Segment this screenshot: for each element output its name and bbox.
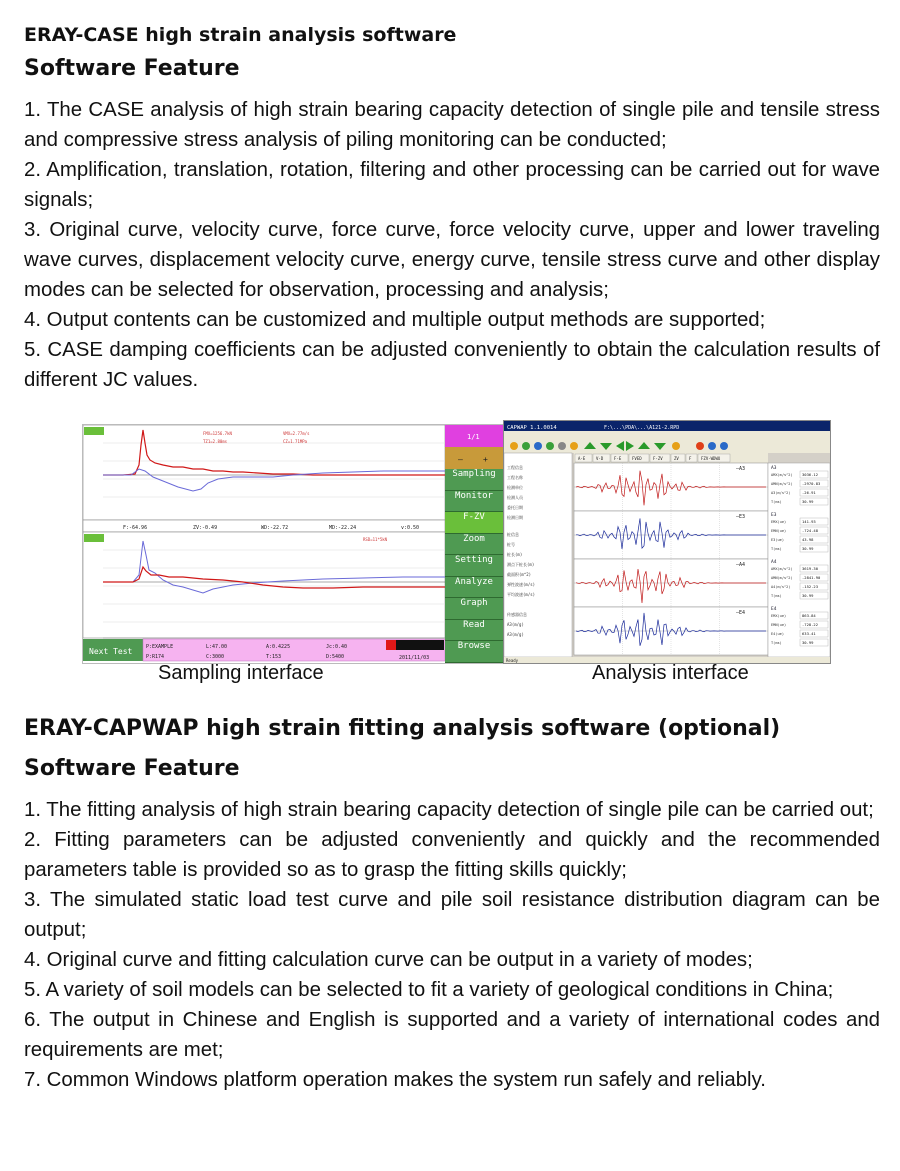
svg-text:测点下桩长(m): 测点下桩长(m): [507, 562, 535, 567]
result-value: 30.99: [802, 593, 814, 598]
svg-text:截面积(m^2): 截面积(m^2): [507, 572, 532, 577]
svg-text:A3(m/g): A3(m/g): [507, 622, 524, 627]
result-value: 3619.30: [802, 566, 819, 571]
tab-f[interactable]: [686, 454, 697, 462]
svg-text:VMX=2.77m/s: VMX=2.77m/s: [283, 431, 310, 436]
result-value: 30.99: [802, 546, 814, 551]
feature-heading-1: Software Feature: [24, 56, 240, 81]
result-value: 3036.12: [802, 472, 819, 477]
svg-text:桩信息: 桩信息: [507, 532, 519, 537]
svg-text:RSD=11*5kN: RSD=11*5kN: [363, 537, 388, 542]
result-key: AMN(m/s^2): [771, 482, 793, 486]
result-channel: A4: [771, 560, 777, 565]
analysis-caption: Analysis interface: [592, 662, 749, 684]
feature-item: 2. Amplification, translation, rotation, filtering and other processing can be carried out for wave signals;: [24, 159, 880, 211]
svg-text:A:0.4225: A:0.4225: [266, 644, 291, 650]
result-key: AMX(m/s^2): [771, 473, 793, 477]
svg-text:检测人员: 检测人员: [507, 495, 523, 500]
result-key: T(ms): [771, 500, 782, 504]
readout-zv: ZV:-0.49: [193, 525, 218, 531]
readout-f: F:-64.96: [123, 525, 148, 531]
result-key: T(ms): [771, 641, 782, 645]
readout-wd: WD:-22.72: [261, 525, 289, 531]
result-key: EMN(ue): [771, 623, 787, 627]
tab-label: FZV-WDWU: [701, 456, 721, 461]
feature-item: 1. The fitting analysis of high strain bearing capacity detection of single pile can be carried out;: [24, 799, 874, 821]
result-key: EMX(ue): [771, 520, 787, 524]
sampling-button-monitor[interactable]: Monitor: [445, 491, 503, 513]
svg-text:L:47.00: L:47.00: [206, 644, 228, 650]
sampling-button-zoom[interactable]: Zoom: [445, 534, 503, 556]
feature-list-2: [24, 795, 880, 1095]
page-indicator: 1/1: [467, 433, 480, 441]
svg-text:T:153: T:153: [266, 654, 282, 660]
svg-text:–: –: [458, 455, 463, 464]
svg-text:弹性波速(m/s): 弹性波速(m/s): [507, 582, 536, 587]
svg-text:检测单位: 检测单位: [507, 485, 523, 490]
svg-text:平均波速(m/s): 平均波速(m/s): [507, 592, 536, 597]
feature-item: 2. Fitting parameters can be adjusted conveniently and quickly and the recommended parameters table is provided so as to grasp the fitting skills quickly;: [24, 829, 880, 881]
case-software-title: ERAY-CASE high strain analysis software: [24, 24, 457, 46]
result-key: E4(ue): [771, 632, 784, 636]
svg-text:传感器信息: 传感器信息: [507, 612, 527, 617]
result-key: AMN(m/s^2): [771, 576, 793, 580]
result-key: AMX(m/s^2): [771, 567, 793, 571]
tab-label: F-ZV: [653, 456, 663, 461]
feature-item: 4. Output contents can be customized and multiple output methods are supported;: [24, 309, 766, 331]
feature-item: 1. The CASE analysis of high strain bearing capacity detection of single pile and tensile stress and compressive stress analysis of piling monitoring can be conducted;: [24, 99, 880, 151]
result-value: -724.48: [802, 528, 819, 533]
svg-text:F:\...\PDA\...\A121-2.RPD: F:\...\PDA\...\A121-2.RPD: [604, 425, 680, 431]
result-value: 30.99: [802, 640, 814, 645]
result-channel: A3: [771, 466, 777, 471]
svg-text:+: +: [483, 455, 488, 464]
result-key: T(ms): [771, 594, 782, 598]
tab-label: ZV: [674, 456, 679, 461]
analysis-interface-screenshot: [503, 420, 831, 664]
svg-text:TZ1=2.80ms: TZ1=2.80ms: [203, 439, 228, 444]
feature-item: 7. Common Windows platform operation makes the system run safely and reliably.: [24, 1069, 766, 1091]
channel-label: —A3: [736, 466, 746, 472]
sampling-button-analyze[interactable]: Analyze: [445, 577, 503, 599]
feature-item: 3. Original curve, velocity curve, force curve, force velocity curve, upper and lower traveling wave curves, displacement velocity curve, energy curve, tensile stress curve and other display modes can be selected for observation, processing and analysis;: [24, 219, 880, 301]
svg-text:工程名称: 工程名称: [507, 475, 523, 480]
sampling-interface-screenshot: [82, 424, 504, 664]
capwap-software-title: ERAY-CAPWAP high strain fitting analysis software (optional): [24, 716, 781, 741]
svg-text:C:3000: C:3000: [206, 654, 225, 660]
sampling-button-sampling[interactable]: Sampling: [445, 469, 503, 491]
svg-text:桩长(m): 桩长(m): [507, 552, 523, 557]
channel-label: —E3: [736, 514, 746, 520]
svg-text:P:EXAMPLE: P:EXAMPLE: [146, 644, 174, 650]
result-value: -26.91: [802, 490, 816, 495]
result-key: A3(m/s^2): [771, 491, 791, 495]
sampling-caption: Sampling interface: [158, 662, 324, 684]
result-value: 43.98: [802, 537, 814, 542]
readout-v: v:0.50: [401, 525, 420, 531]
result-value: -2970.83: [802, 481, 821, 486]
result-value: -728.22: [802, 622, 819, 627]
channel-indicator: [84, 427, 104, 435]
sampling-button-setting[interactable]: Setting: [445, 555, 503, 577]
tab-label: V-D: [596, 456, 604, 461]
result-value: 30.99: [802, 499, 814, 504]
sampling-button-column: [445, 469, 503, 663]
result-value: 863.84: [802, 613, 816, 618]
svg-text:CZ=1.71MPa: CZ=1.71MPa: [283, 439, 308, 444]
result-key: T(ms): [771, 547, 782, 551]
svg-text:桩号: 桩号: [507, 542, 515, 547]
channel-label: —E4: [736, 610, 746, 616]
svg-text:FMX=1256.7kN: FMX=1256.7kN: [203, 431, 232, 436]
svg-text:Jc:0.40: Jc:0.40: [326, 644, 348, 650]
tab-label: F: [689, 456, 692, 461]
result-value: 633.41: [802, 631, 816, 636]
next-test-label: Next Test: [89, 647, 133, 656]
tab-label: F-E: [614, 456, 622, 461]
svg-text:D:5400: D:5400: [326, 654, 345, 660]
result-key: EMN(ue): [771, 529, 787, 533]
svg-text:P:R174: P:R174: [146, 654, 165, 660]
channel-label: —A4: [736, 562, 746, 568]
window-title: CAPWAP 1.1.0014: [507, 425, 557, 431]
sampling-button-f-zv[interactable]: F-ZV: [445, 512, 503, 534]
feature-list-1: [24, 95, 880, 395]
result-channel: E4: [771, 607, 777, 612]
tab-label: A-E: [578, 456, 586, 461]
feature-heading-2: Software Feature: [24, 756, 240, 781]
feature-item: 3. The simulated static load test curve and pile soil resistance distribution diagram can be output;: [24, 889, 880, 941]
feature-item: 5. A variety of soil models can be selected to fit a variety of geological conditions in China;: [24, 979, 834, 1001]
svg-text:工程信息: 工程信息: [507, 465, 523, 470]
sampling-button-browse[interactable]: Browse: [445, 641, 503, 663]
status-bar-text: Ready: [506, 658, 519, 663]
result-value: -152.23: [802, 584, 819, 589]
result-value: -2841.90: [802, 575, 821, 580]
sampling-button-read[interactable]: Read: [445, 620, 503, 642]
feature-item: 6. The output in Chinese and English is supported and a variety of international codes and requirements are met;: [24, 1009, 880, 1061]
readout-md: MD:-22.24: [329, 525, 357, 531]
result-key: E3(ue): [771, 538, 784, 542]
sampling-button-graph[interactable]: Graph: [445, 598, 503, 620]
svg-text:A3(m/g): A3(m/g): [507, 632, 524, 637]
result-key: EMX(ue): [771, 614, 787, 618]
feature-item: 4. Original curve and fitting calculation curve can be output in a variety of modes;: [24, 949, 753, 971]
tab-label: FVED: [632, 456, 642, 461]
svg-text:委托日期: 委托日期: [507, 505, 523, 510]
svg-text:检测日期: 检测日期: [507, 515, 523, 520]
result-value: 141.93: [802, 519, 816, 524]
date-label: 2011/11/03: [399, 655, 430, 661]
result-channel: E3: [771, 513, 777, 518]
feature-item: 5. CASE damping coefficients can be adjusted conveniently to obtain the calculation results of different JC values.: [24, 339, 880, 391]
result-key: A4(m/s^2): [771, 585, 791, 589]
